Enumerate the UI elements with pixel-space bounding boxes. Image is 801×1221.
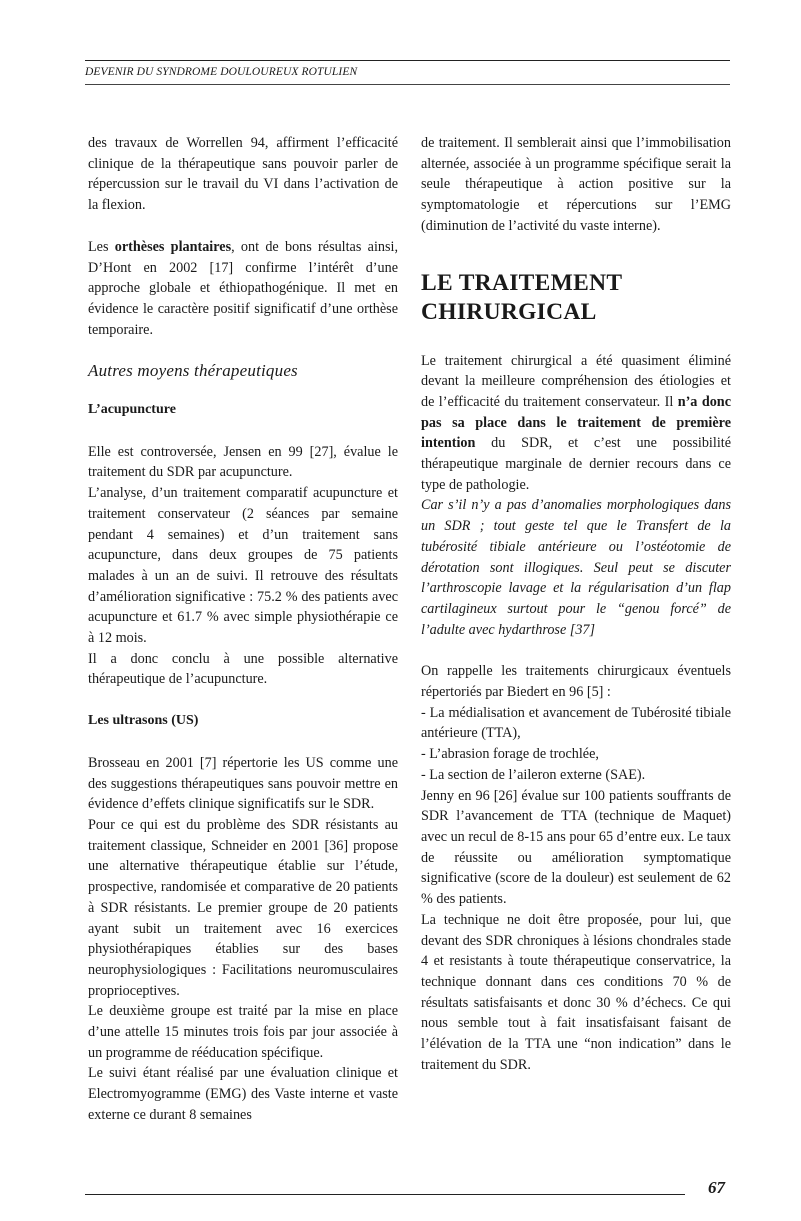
paragraph: Il a donc conclu à une possible alternative thérapeutique de l’acupuncture. [88,650,398,688]
list-item: - La médialisation et avancement de Tubérosité tibiale antérieure (TTA), [421,704,731,742]
section-title [421,269,731,327]
footer-rule [85,1194,685,1195]
header-bottom-rule [85,84,730,85]
right-column [421,133,731,1075]
paragraph: Le deuxième groupe est traité par la mise en place d’une attelle 15 minutes trois fois par jour associée à un programme de rééducation spécifique. [88,1003,398,1061]
paragraph: Jenny en 96 [26] évalue sur 100 patients souffrants de SDR l’avancement de TTA (technique de Maquet) avec un recul de 8-15 ans pour 65 d’entre eux. Le taux de réussite ou amélioration symptomatique significative (score de la douleur) est seulement de 62 % des patients. [421,787,731,908]
text-run: , ont de bons résultas ainsi, D’Hont en 2002 [17] confirme l’intérêt d’une approche globale et éthiopathogénique. Il met en évidence le caractère positif significatif d’une orthèse temporaire. [88,238,398,338]
section-title-line: CHIRURGICAL [421,298,597,325]
header-top-rule [85,60,730,61]
paragraph: Elle est controversée, Jensen en 99 [27], évalue le traitement du SDR par acupuncture. [88,443,398,481]
list-item: - L’abrasion forage de trochlée, [421,746,599,763]
paragraph: Pour ce qui est du problème des SDR résistants au traitement classique, Schneider en 2001 [36] propose une alternative thérapeutique établie sur l’étude, prospective, randomisée et comparative de 20 patients à SDR résistants. Le premier groupe de 20 patients ayant subit un traitement avec 16 exercices physiothérapiques établies sur des bases neurophysiologiques : Facilitations neuromusculaires proprioceptives. [88,816,398,999]
bold-statement: n’a donc pas sa place dans le traitement de première intention [421,393,731,452]
bold-term: orthèses plantaires [114,238,232,255]
acupuncture-heading: L’acupuncture [88,402,176,418]
italic-paragraph: Car s’il n’y a pas d’anomalies morphologiques dans un SDR ; tout geste tel que le Transfert de la tubérosité tibiale antérieure ou l’ostéotomie de dérotation sont illogiques. Seul peut se discuter l’arthroscopie lavage et la régularisation d’un flap cartilagineux surtout pour le “genou forcé” de l’adulte avec hydarthrose [37] [421,497,731,638]
paragraph: Le suivi étant réalisé par une évaluation clinique et Electromyogramme (EMG) des Vaste interne et vaste externe ce durant 8 semaines [88,1065,398,1123]
text-run: Le traitement chirurgical a été quasiment éliminé devant la meilleure compréhension des étiologies et de l’efficacité du traitement conservateur. Il [421,352,731,410]
subsection-title: Autres moyens thérapeutiques [88,361,298,381]
paragraph: de traitement. Il semblerait ainsi que l’immobilisation alternée, associée à un programme spécifique serait la seule thérapeutique à action positive sur la symptomatologie et répercutions sur l’EMG (diminution de l’activité du vaste interne). [421,135,731,234]
text-run: Les [88,238,115,255]
section-title-line: LE TRAITEMENT [421,269,623,296]
paragraph: L’analyse, d’un traitement comparatif acupuncture et traitement conservateur (2 séances par semaine pendant 4 semaines) et d’un traitement sans acupuncture, dans deux groupes de 75 patients malades à un an de suivi. Il retrouve des résultats d’amélioration significative : 75.2 % des patients avec acupuncture et 61.7 % avec simple physiothérapie ce à 12 mois. [88,485,398,647]
list-item: - La section de l’aileron externe (SAE). [421,766,646,783]
running-head: DEVENIR DU SYNDROME DOULOUREUX ROTULIEN [85,66,358,78]
left-column [88,133,398,1126]
ultrasound-heading: Les ultrasons (US) [88,713,199,729]
page-number: 67 [708,1178,725,1197]
paragraph: La technique ne doit être proposée, pour lui, que devant des SDR chroniques à lésions chondrales stade 4 et resistants à toute thérapeutique conservatrice, la technique donnant dans ces conditions 70 % de résultats satisfaisants et donc 30 % d’échecs. Ce qui nous semble tout à fait insatisfaisant faisant de l’élévation de la TTA une “non indication” dans le traitement du SDR. [421,911,731,1073]
text-run: du SDR, et c’est une possibilité thérapeutique marginale de dernier recours dans ce type de pathologie. [421,435,731,493]
paragraph-surgery [421,351,731,496]
paragraph: des travaux de Worrellen 94, affirment l’efficacité clinique de la thérapeutique sans pouvoir parler de répercussion sur le travail du VI dans l’activation de la flexion. [88,135,398,214]
paragraph: Brosseau en 2001 [7] répertorie les US comme une des suggestions thérapeutiques sans pouvoir mettre en évidence d’effets clinique significatifs sur le SDR. [88,754,398,813]
paragraph: On rappelle les traitements chirurgicaux éventuels répertoriés par Biedert en 96 [5] : [421,663,731,701]
paragraph-orthoses [88,237,398,341]
